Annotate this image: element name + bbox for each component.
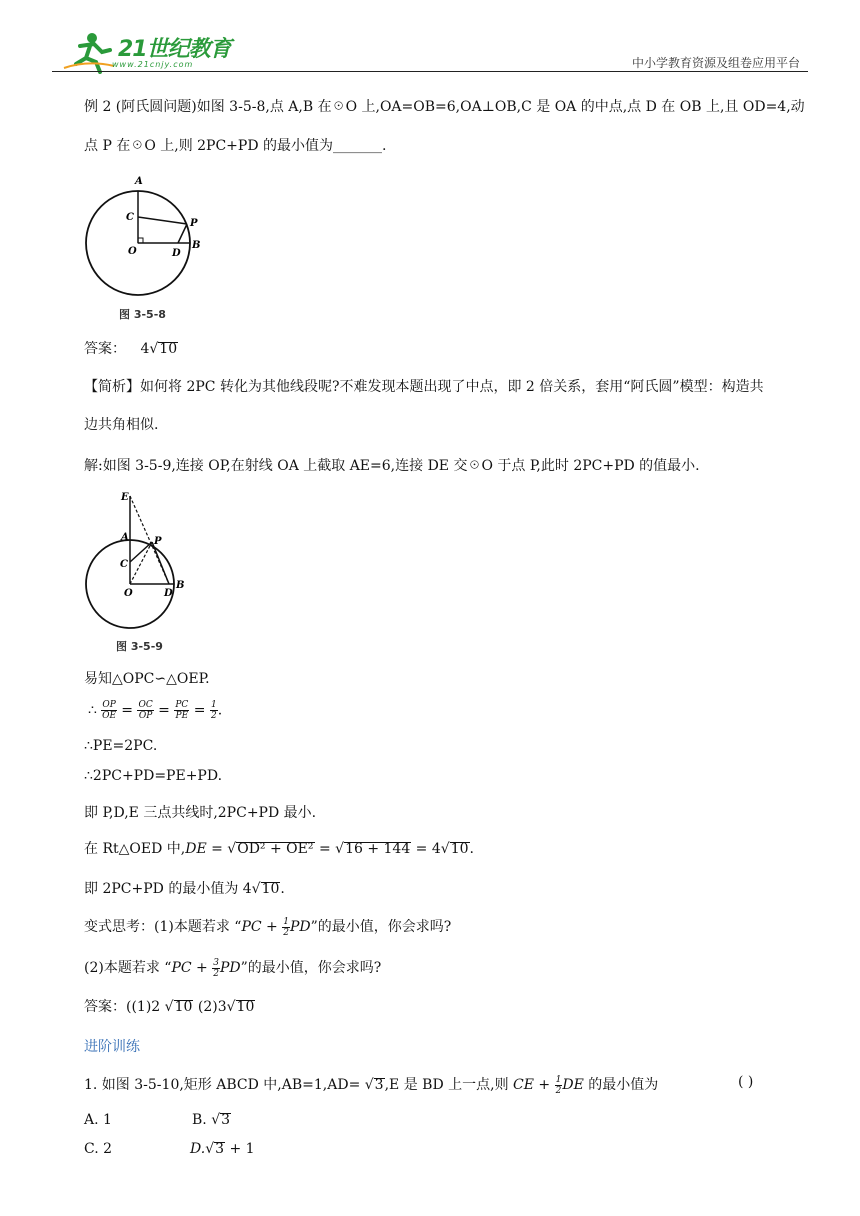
header-divider [52,71,808,72]
variant-answer-rad-2: 10 [236,999,255,1015]
label-d: D [172,248,181,259]
label-e: E [121,492,129,503]
label-o: O [124,588,133,599]
example-line-1: 例 2 (阿氏圆问题)如图 3-5-8,点 A,B 在☉O 上,OA=OB=6,OA⊥OB,C 是 OA 的中点,点 D 在 OB 上,且 OD=4,动 [84,99,805,115]
label-d: D [164,588,173,599]
segment-pd [178,224,187,243]
variant-q1-expr-b: PD [289,919,311,935]
label-p: P [190,218,198,229]
option-a: A. 1 [84,1112,112,1128]
variant-q2-prefix: (2)本题若求 “ [84,960,172,976]
step-collinear: 即 P,D,E 三点共线时,2PC+PD 最小. [84,805,317,821]
training-q1-radicand: 3 [374,1077,384,1093]
step-sum: ∴2PC+PD=PE+PD. [84,768,223,784]
option-d-label: D. [190,1141,206,1157]
variant-q1-suffix: ”的最小值，你会求吗? [310,919,452,935]
de-symbol: DE [185,841,207,857]
analysis-line-2: 边共角相似. [84,417,159,433]
segment-cp [138,217,187,224]
site-logo [60,30,230,74]
label-c: C [120,559,128,570]
training-q1-fraction: $\frac{1}{2}$ [555,1074,562,1096]
solution-intro: 解:如图 3-5-9,连接 OP,在射线 OA 上截取 AE=6,连接 DE 交☉O 于点 P,此时 2PC+PD 的值最小. [84,458,700,474]
figure-3-5-9 [80,488,200,636]
step-ratio: ∴ $\frac{OP}{OE}$ = $\frac{OC}{OP}$ = $\frac{PC}{PE}$ = $\frac{1}{2}$ . [88,700,223,721]
variant-answer-mid: (2)3 [193,999,227,1015]
figure-caption-2: 图 3-5-9 [116,640,163,653]
fraction-oc-op: $\frac{OC}{OP}$ [138,700,153,721]
example-line-2: 点 P 在☉O 上,则 2PC+PD 的最小值为_______. [84,138,387,154]
pythagoras-prefix: 在 Rt△OED 中, [84,841,186,857]
variant-answer-rad-1: 10 [174,999,193,1015]
option-c: C. 2 [84,1141,113,1157]
radicand-od-oe: OD² + OE² [237,841,314,857]
platform-name: 中小学教育资源及组卷应用平台 [631,56,800,70]
training-question-1: 1. 如图 3-5-10,矩形 ABCD 中,AB=1,AD= √3,E 是 BD 上一点,则 CE + $\frac{1}{2}$ DE 的最小值为 [84,1074,659,1096]
variant-q1-expr-a: PC + [241,919,278,935]
step-pe-2pc: ∴PE=2PC. [84,738,158,754]
variant-q1-fraction: $\frac{1}{2}$ [283,916,289,938]
example-answer [84,338,178,358]
option-d: D.√3 + 1 [190,1141,255,1157]
segment-pd [152,542,169,584]
step-pythagoras: 在 Rt△OED 中,DE = √OD² + OE² = √16 + 144 = 4√10. [84,841,474,857]
label-a: A [121,532,129,543]
answer-label: 答案： [84,341,126,357]
result-radicand: 10 [450,841,469,857]
label-a: A [135,176,143,187]
label-b: B [176,580,185,591]
segment-op-dashed [130,542,152,584]
variant-question-2 [84,957,381,979]
variant-question-1 [84,916,451,938]
variant-answer-prefix: 答案：((1)2 [84,999,165,1015]
radicand-160: 16 + 144 [345,841,411,857]
step-conclusion: 即 2PC+PD 的最小值为 4√10. [84,881,285,897]
label-o: O [128,246,137,257]
training-q1-suffix: 的最小值为 [583,1077,659,1093]
figure-3-5-8 [80,168,220,302]
label-p: P [154,536,162,547]
label-c: C [126,212,134,223]
option-b: B. √3 [192,1112,231,1128]
option-d-radicand: 3 [215,1141,225,1157]
fraction-one-half: $\frac{1}{2}$ [210,700,217,721]
logo-url: www.21cnjy.com [112,60,194,69]
variant-q2-fraction: $\frac{3}{2}$ [213,957,219,979]
option-b-label: B. [192,1112,212,1128]
training-q1-expr-a: CE + [513,1077,551,1093]
variant-q2-suffix: ”的最小值，你会求吗? [240,960,382,976]
variant-answer: 答案：((1)2 √10 (2)3√10 [84,999,255,1015]
option-d-tail: + 1 [225,1141,255,1157]
answer-radicand: 10 [159,341,178,357]
logo-text: 21世纪教育 [118,37,231,62]
therefore-sign: ∴ [88,702,97,719]
training-q1-prefix: 1. 如图 3-5-10,矩形 ABCD 中,AB=1,AD= [84,1077,365,1093]
figure-caption-1: 图 3-5-8 [119,308,166,321]
runner-logo-icon [60,30,116,74]
training-q1-expr-b: DE [562,1077,584,1093]
answer-value: 4 [140,341,150,357]
step-similar: 易知△OPC∽△OEP. [84,671,210,687]
variant-q2-expr-b: PD [219,960,241,976]
variant-q2-expr-a: PC + [171,960,208,976]
option-b-radicand: 3 [221,1112,231,1128]
label-b: B [192,240,201,251]
segment-cp [130,542,152,562]
analysis-line-1: 【简析】如何将 2PC 转化为其他线段呢?不难发现本题出现了中点，即 2 倍关系，套用“阿氏圆”模型：构造共 [84,379,764,395]
sqrt-sign: √ [149,341,159,357]
conclusion-text: 即 2PC+PD 的最小值为 4 [84,881,252,897]
training-q1-mid: ,E 是 BD 上一点,则 [384,1077,514,1093]
training-title: 进阶训练 [84,1039,140,1055]
variant-q1-prefix: 变式思考：(1)本题若求 “ [84,919,242,935]
fraction-pc-pe: $\frac{PC}{PE}$ [175,700,189,721]
answer-parenthesis: ( ) [738,1074,754,1090]
fraction-op-oe: $\frac{OP}{OE}$ [102,700,117,721]
conclusion-radicand: 10 [261,881,280,897]
result-coefficient: 4 [431,841,441,857]
